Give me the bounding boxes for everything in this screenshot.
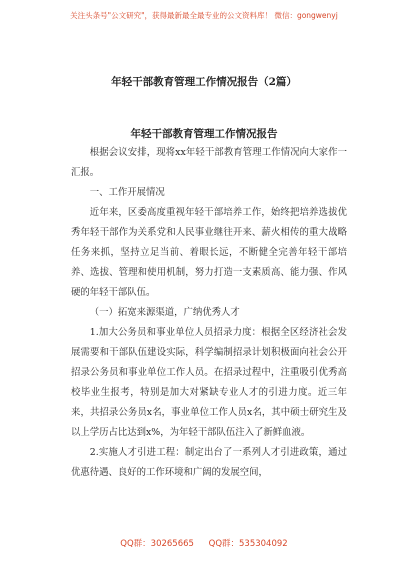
footer-qq-group-1: QQ群：30265665 xyxy=(120,539,194,549)
heading-level-1: 一、工作开展情况 xyxy=(89,187,165,198)
paragraph: 1.加大公务员和事业单位人员招录力度：根据全区经济社会发展需要和干部队伍建设实际，科学编制招录计划积极面向社会公开招录公务员和事业单位工作人员。在招录过程中，注重吸引优秀高校毕业生报考，特别是加大对紧缺专业人才的引进力度。近三年来，共招录公务员x名，事业单位工作人员x名，其中硕士研究生及以上学历占比达到x%，为年轻干部队伍注入了新鲜血液。 xyxy=(71,327,347,438)
document-title: 年轻干部教育管理工作情况报告（2篇） xyxy=(111,76,297,88)
heading-level-2: （一）拓宽来源渠道，广纳优秀人才 xyxy=(89,307,240,318)
document-body xyxy=(71,143,347,483)
section-title: 年轻干部教育管理工作情况报告 xyxy=(130,128,278,140)
footer-qq-group-2: QQ群：535304092 xyxy=(208,539,288,549)
paragraph: 近年来，区委高度重视年轻干部培养工作，始终把培养选拔优秀年轻干部作为关系党和人民事业继往开来、薪火相传的重大战略任务来抓，坚持立足当前、着眼长远，不断健全完善年轻干部培养、选拔、管理和使用机制，努力打造一支素质高、能力强、作风硬的年轻干部队伍。 xyxy=(71,207,347,298)
paragraph: 根据会议安排，现将xx年轻干部教育管理工作情况向大家作一汇报。 xyxy=(71,147,347,178)
header-banner: 关注头条号"公文研究"，获得最新最全最专业的公文资料库！ 微信：gongwenyj xyxy=(70,11,338,20)
footer-contacts xyxy=(0,537,408,549)
paragraph: 2.实施人才引进工程：制定出台了一系列人才引进政策，通过优惠待遇、良好的工作环境和广阔的发展空间， xyxy=(71,447,347,478)
